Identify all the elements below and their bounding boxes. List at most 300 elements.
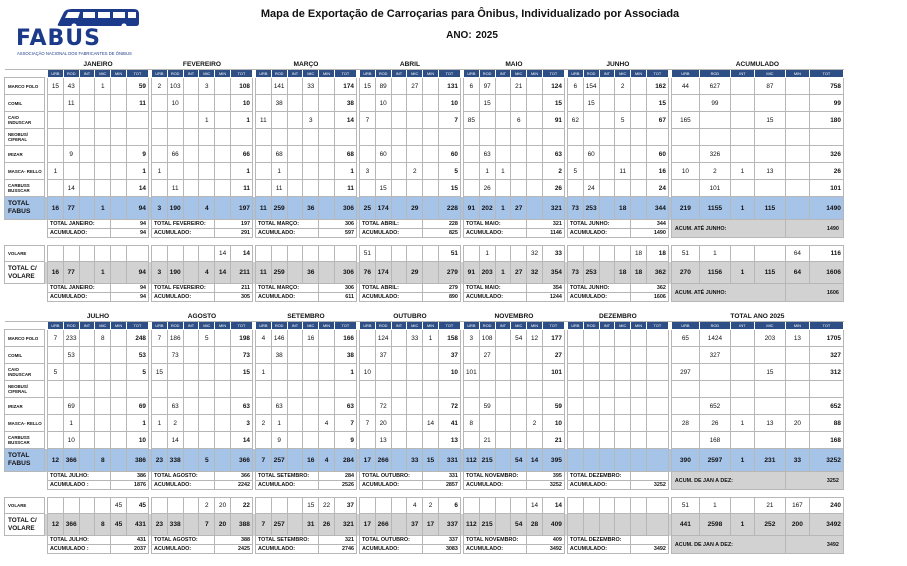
- fabus-min-cell: [319, 197, 335, 220]
- column-header-urb: URB: [671, 322, 699, 330]
- column-header-tot: TOT: [438, 70, 460, 78]
- company-min-cell: [631, 330, 647, 347]
- total-volare-min-cell: [319, 262, 335, 284]
- company-mic-cell: 2: [615, 78, 631, 95]
- company-mic-cell: 1: [95, 78, 111, 95]
- company-min-cell: [423, 347, 439, 364]
- month-total-label: TOTAL ABRIL:: [359, 220, 422, 229]
- company-urb-cell: [463, 146, 479, 163]
- column-header-tot: TOT: [542, 322, 564, 330]
- total-volare-mic-cell: 36: [303, 262, 319, 284]
- fabus-mic-cell: 115: [754, 197, 785, 220]
- company-mic-cell: 15: [754, 112, 785, 129]
- company-urb-cell: [359, 398, 375, 415]
- empty-label: [5, 220, 45, 229]
- volare-mic-cell: 2: [199, 498, 215, 514]
- volare-int-cell: [391, 246, 407, 262]
- total-volare-min-cell: 14: [215, 262, 231, 284]
- company-tot-cell: 60: [438, 146, 460, 163]
- column-gap: [668, 229, 671, 238]
- company-min-cell: [631, 112, 647, 129]
- company-min-cell: [215, 112, 231, 129]
- company-urb-cell: 7: [48, 330, 64, 347]
- company-tot-cell: [646, 381, 668, 398]
- fabus-tot-cell: 366: [230, 449, 252, 472]
- company-tot-cell: [646, 432, 668, 449]
- company-rod-cell: 124: [375, 330, 391, 347]
- company-int-cell: [79, 381, 95, 398]
- total-volare-int-cell: [287, 514, 303, 536]
- company-rod-cell: [375, 163, 391, 180]
- company-int-cell: [287, 398, 303, 415]
- column-header-min: MIN: [785, 70, 809, 78]
- total-volare-mic-cell: 18: [615, 262, 631, 284]
- total-volare-min-cell: 20: [215, 514, 231, 536]
- company-rod-cell: [167, 129, 183, 146]
- column-header-mic: MIC: [303, 322, 319, 330]
- second-half-section: [4, 312, 904, 554]
- column-header-tot: TOT: [438, 322, 460, 330]
- company-int-cell: [287, 180, 303, 197]
- company-mic-cell: [407, 415, 423, 432]
- total-volare-tot-cell: 409: [542, 514, 564, 536]
- company-rod-cell: [479, 381, 495, 398]
- accumulated-label: ACUMULADO:: [151, 293, 214, 302]
- fabus-int-cell: 1: [730, 449, 754, 472]
- company-min-cell: [631, 180, 647, 197]
- volare-min-cell: 2: [423, 498, 439, 514]
- company-urb-cell: [359, 129, 375, 146]
- empty-label: [5, 481, 45, 490]
- company-mic-cell: [615, 381, 631, 398]
- company-mic-cell: 11: [615, 163, 631, 180]
- company-int-cell: [391, 415, 407, 432]
- month-total-value: 211: [215, 284, 253, 293]
- company-mic-cell: [303, 180, 319, 197]
- company-tot-cell: [542, 129, 564, 146]
- fabus-tot-cell: 3252: [809, 449, 843, 472]
- company-min-cell: [423, 163, 439, 180]
- company-rod-cell: [583, 398, 599, 415]
- company-rod-cell: 1: [63, 415, 79, 432]
- total-volare-min-cell: 200: [785, 514, 809, 536]
- company-rod-cell: 2: [167, 415, 183, 432]
- month-total-label: TOTAL SETEMBRO:: [255, 472, 318, 481]
- company-min-cell: [631, 381, 647, 398]
- total-volare-tot-cell: 211: [230, 262, 252, 284]
- fabus-tot-cell: 306: [334, 197, 356, 220]
- company-tot-cell: 9: [126, 146, 148, 163]
- company-urb-cell: [48, 432, 64, 449]
- company-mic-cell: [95, 180, 111, 197]
- company-int-cell: [183, 432, 199, 449]
- company-min-cell: [785, 432, 809, 449]
- company-min-cell: [785, 95, 809, 112]
- company-tot-cell: 9: [334, 432, 356, 449]
- fabus-rod-cell: 266: [375, 449, 391, 472]
- fabus-int-cell: [287, 449, 303, 472]
- company-min-cell: [319, 112, 335, 129]
- company-mic-cell: [511, 163, 527, 180]
- half1-table: [4, 60, 844, 302]
- company-int-cell: [391, 95, 407, 112]
- company-min-cell: [423, 432, 439, 449]
- fabus-min-cell: 33: [785, 449, 809, 472]
- fabus-int-cell: 1: [495, 197, 511, 220]
- company-int-cell: [730, 146, 754, 163]
- company-urb-cell: [255, 432, 271, 449]
- total-volare-int-cell: [79, 514, 95, 536]
- company-mic-cell: [95, 112, 111, 129]
- company-min-cell: [527, 163, 543, 180]
- company-int-cell: [391, 163, 407, 180]
- month-total-value: 366: [215, 472, 253, 481]
- company-int-cell: [79, 163, 95, 180]
- company-min-cell: [785, 146, 809, 163]
- accumulated-label: ACUMULADO:: [359, 481, 422, 490]
- total-volare-mic-cell: 27: [511, 262, 527, 284]
- volare-mic-cell: [511, 246, 527, 262]
- company-rod-cell: 60: [375, 146, 391, 163]
- company-int-cell: [495, 112, 511, 129]
- company-rod-cell: 141: [271, 78, 287, 95]
- company-tot-cell: 1: [126, 415, 148, 432]
- company-min-cell: [319, 163, 335, 180]
- month-total-value: [631, 472, 669, 481]
- fabus-tot-cell: [646, 449, 668, 472]
- company-rod-cell: 9: [271, 432, 287, 449]
- month-name-3: ABRIL: [359, 60, 460, 70]
- total-volare-min-cell: [111, 262, 127, 284]
- accumulated-label: ACUMULADO:: [463, 545, 526, 554]
- company-mic-cell: [303, 146, 319, 163]
- volare-int-cell: [495, 498, 511, 514]
- company-urb-cell: [671, 146, 699, 163]
- fabus-tot-cell: 344: [646, 197, 668, 220]
- accumulated-summary-value: 1606: [785, 284, 843, 302]
- company-rod-cell: 13: [375, 432, 391, 449]
- company-int-cell: [730, 432, 754, 449]
- corner-cell: [5, 70, 45, 78]
- company-int-cell: [79, 415, 95, 432]
- company-min-cell: [423, 95, 439, 112]
- company-urb-cell: [567, 415, 583, 432]
- company-min-cell: [423, 381, 439, 398]
- fabus-int-cell: [599, 197, 615, 220]
- month-total-label: TOTAL DEZEMBRO:: [567, 472, 630, 481]
- fabus-rod-cell: 1155: [699, 197, 730, 220]
- company-min-cell: [215, 78, 231, 95]
- company-tot-cell: 63: [542, 146, 564, 163]
- company-rod-cell: 627: [699, 78, 730, 95]
- company-mic-cell: [615, 95, 631, 112]
- company-min-cell: [215, 180, 231, 197]
- column-header-rod: ROD: [699, 322, 730, 330]
- volare-min-cell: 14: [215, 246, 231, 262]
- company-int-cell: [79, 95, 95, 112]
- column-header-mic: MIC: [407, 70, 423, 78]
- volare-mic-cell: [303, 246, 319, 262]
- company-mic-cell: [95, 163, 111, 180]
- fabus-tot-cell: 1490: [809, 197, 843, 220]
- accumulated-value: 3252: [631, 481, 669, 490]
- company-mic-cell: [407, 129, 423, 146]
- company-int-cell: [391, 129, 407, 146]
- total-volare-mic-cell: 31: [303, 514, 319, 536]
- volare-int-cell: [287, 246, 303, 262]
- month-name-3: OUTUBRO: [359, 312, 460, 322]
- company-mic-cell: 87: [754, 78, 785, 95]
- company-mic-cell: 6: [511, 112, 527, 129]
- volare-tot-cell: [646, 498, 668, 514]
- company-tot-cell: 14: [230, 432, 252, 449]
- volare-int-cell: [79, 498, 95, 514]
- company-rod-cell: [167, 381, 183, 398]
- company-rod-cell: [479, 112, 495, 129]
- page-title: Mapa de Exportação de Carroçarias para Ônibus, Individualizado por Associada: [260, 8, 680, 20]
- company-tot-cell: 198: [230, 330, 252, 347]
- volare-tot-cell: [126, 246, 148, 262]
- company-tot-cell: 177: [542, 330, 564, 347]
- company-int-cell: [79, 330, 95, 347]
- company-rod-cell: [583, 347, 599, 364]
- company-tot-cell: 1: [334, 364, 356, 381]
- volare-rod-cell: 1: [699, 498, 730, 514]
- total-volare-mic-cell: 115: [754, 262, 785, 284]
- accumulated-label: ACUMULADO:: [567, 293, 630, 302]
- company-mic-cell: [303, 415, 319, 432]
- month-total-value: 344: [631, 220, 669, 229]
- month-total-label: TOTAL OUTUBRO:: [359, 472, 422, 481]
- company-rod-cell: 38: [271, 347, 287, 364]
- company-rod-cell: [167, 163, 183, 180]
- total-volare-min-cell: 64: [785, 262, 809, 284]
- total-volare-mic-cell: [615, 514, 631, 536]
- company-int-cell: [391, 398, 407, 415]
- company-rod-cell: [375, 129, 391, 146]
- accumulated-value: 1490: [631, 229, 669, 238]
- accumulated-value: 2526: [319, 481, 357, 490]
- company-label: COMIL: [5, 95, 45, 112]
- volare-tot-cell: 51: [438, 246, 460, 262]
- column-header-rod: ROD: [583, 70, 599, 78]
- company-tot-cell: 158: [438, 330, 460, 347]
- month-header-row: [5, 60, 844, 70]
- fabus-tot-cell: 228: [438, 197, 460, 220]
- company-row: [5, 398, 844, 415]
- total-volare-rod-cell: 1156: [699, 262, 730, 284]
- company-rod-cell: 14: [63, 180, 79, 197]
- month-total-label: TOTAL FEVEREIRO:: [151, 220, 214, 229]
- company-mic-cell: [199, 180, 215, 197]
- company-tot-cell: 174: [334, 78, 356, 95]
- company-min-cell: [785, 163, 809, 180]
- company-int-cell: [183, 146, 199, 163]
- company-urb-cell: 7: [151, 330, 167, 347]
- company-rod-cell: [375, 364, 391, 381]
- total-volare-row: [5, 514, 844, 536]
- column-header-int: INT: [287, 322, 303, 330]
- month-name-5: DEZEMBRO: [567, 312, 668, 322]
- company-min-cell: [631, 415, 647, 432]
- company-mic-cell: 8: [95, 330, 111, 347]
- company-min-cell: [319, 180, 335, 197]
- volare-int-cell: [183, 246, 199, 262]
- company-int-cell: [599, 112, 615, 129]
- company-rod-cell: 97: [479, 78, 495, 95]
- accumulated-label: ACUMULADO:: [151, 545, 214, 554]
- volare-min-cell: [423, 246, 439, 262]
- company-min-cell: [111, 146, 127, 163]
- company-urb-cell: 62: [567, 112, 583, 129]
- company-rod-cell: 63: [271, 398, 287, 415]
- volare-min-cell: 18: [631, 246, 647, 262]
- company-min-cell: [785, 129, 809, 146]
- total-volare-mic-cell: 37: [407, 514, 423, 536]
- volare-min-cell: 22: [319, 498, 335, 514]
- accumulated-label: ACUMULADO :: [48, 481, 111, 490]
- volare-urb-cell: [463, 498, 479, 514]
- volare-tot-cell: 18: [646, 246, 668, 262]
- company-rod-cell: 15: [375, 180, 391, 197]
- company-mic-cell: [511, 146, 527, 163]
- company-urb-cell: [151, 112, 167, 129]
- company-mic-cell: [407, 112, 423, 129]
- month-total-value: 306: [319, 220, 357, 229]
- company-mic-cell: [95, 95, 111, 112]
- volare-mic-cell: 21: [754, 498, 785, 514]
- company-int-cell: [495, 78, 511, 95]
- company-rod-cell: 89: [375, 78, 391, 95]
- company-label: IRIZAR: [5, 146, 45, 163]
- company-rod-cell: [479, 129, 495, 146]
- fabus-tot-cell: 331: [438, 449, 460, 472]
- month-total-label: TOTAL NOVEMBRO:: [463, 472, 526, 481]
- company-tot-cell: 68: [334, 146, 356, 163]
- column-header-mic: MIC: [95, 322, 111, 330]
- company-tot-cell: 66: [230, 146, 252, 163]
- column-header-min: MIN: [319, 322, 335, 330]
- month-total-label: TOTAL OUTUBRO:: [359, 536, 422, 545]
- company-row: [5, 95, 844, 112]
- company-min-cell: [111, 381, 127, 398]
- spacer-row: [5, 238, 844, 246]
- company-min-cell: [631, 347, 647, 364]
- column-header-min: MIN: [215, 70, 231, 78]
- company-int-cell: [287, 381, 303, 398]
- column-header-mic: MIC: [199, 322, 215, 330]
- fabus-urb-cell: 12: [48, 449, 64, 472]
- company-int-cell: [391, 146, 407, 163]
- company-tot-cell: [230, 381, 252, 398]
- company-tot-cell: 11: [230, 180, 252, 197]
- company-mic-cell: 27: [407, 78, 423, 95]
- empty-label: [5, 229, 45, 238]
- company-mic-cell: 5: [199, 330, 215, 347]
- company-label: MARCO POLO: [5, 78, 45, 95]
- column-header-int: INT: [599, 322, 615, 330]
- company-min-cell: [423, 398, 439, 415]
- volare-mic-cell: [199, 246, 215, 262]
- fabus-min-cell: [631, 197, 647, 220]
- company-urb-cell: [463, 95, 479, 112]
- total-volare-urb-cell: 441: [671, 514, 699, 536]
- company-mic-cell: 33: [303, 78, 319, 95]
- volare-int-cell: [79, 246, 95, 262]
- company-urb-cell: 6: [567, 78, 583, 95]
- fabus-rod-cell: 215: [479, 449, 495, 472]
- company-min-cell: [319, 347, 335, 364]
- company-min-cell: [319, 381, 335, 398]
- company-mic-cell: [511, 381, 527, 398]
- fabus-rod-cell: 253: [583, 197, 599, 220]
- total-volare-int-cell: [287, 262, 303, 284]
- company-tot-cell: 24: [646, 180, 668, 197]
- company-int-cell: [495, 381, 511, 398]
- company-int-cell: [599, 364, 615, 381]
- fabus-rod-cell: 259: [271, 197, 287, 220]
- column-header-mic: MIC: [615, 70, 631, 78]
- accumulated-value: 2425: [215, 545, 253, 554]
- company-rod-cell: 27: [479, 347, 495, 364]
- volare-min-cell: 45: [111, 498, 127, 514]
- company-mic-cell: 1: [199, 112, 215, 129]
- accumulated-value: 3492: [631, 545, 669, 554]
- column-header-min: MIN: [423, 70, 439, 78]
- accumulated-label: ACUMULADO:: [567, 481, 630, 490]
- accumulated-label: ACUMULADO:: [255, 293, 318, 302]
- company-tot-cell: 26: [542, 180, 564, 197]
- company-min-cell: [215, 364, 231, 381]
- corner-cell: [5, 60, 45, 70]
- company-urb-cell: [567, 432, 583, 449]
- total-volare-rod-cell: 174: [375, 262, 391, 284]
- company-mic-cell: [303, 163, 319, 180]
- company-row: [5, 78, 844, 95]
- company-rod-cell: 38: [271, 95, 287, 112]
- company-min-cell: [319, 364, 335, 381]
- company-mic-cell: [754, 432, 785, 449]
- company-min-cell: [111, 95, 127, 112]
- volare-int-cell: [599, 498, 615, 514]
- spacer-row: [5, 490, 844, 498]
- volare-rod-cell: [167, 246, 183, 262]
- company-rod-cell: 73: [167, 347, 183, 364]
- company-tot-cell: 10: [126, 432, 148, 449]
- company-urb-cell: [567, 347, 583, 364]
- company-mic-cell: [615, 129, 631, 146]
- company-urb-cell: [359, 180, 375, 197]
- company-mic-cell: [95, 364, 111, 381]
- volare-tot-cell: 22: [230, 498, 252, 514]
- month-total-label: TOTAL JULHO:: [48, 536, 111, 545]
- total-volare-rod-cell: 253: [583, 262, 599, 284]
- company-tot-cell: 131: [438, 78, 460, 95]
- company-mic-cell: [407, 432, 423, 449]
- company-tot-cell: 73: [230, 347, 252, 364]
- company-min-cell: [215, 432, 231, 449]
- company-int-cell: [495, 415, 511, 432]
- half2-table: [4, 312, 844, 554]
- company-tot-cell: 14: [126, 180, 148, 197]
- empty-label: [5, 536, 45, 545]
- company-tot-cell: 101: [542, 364, 564, 381]
- volare-mic-cell: [615, 246, 631, 262]
- company-int-cell: [183, 330, 199, 347]
- accumulated-value: 2746: [319, 545, 357, 554]
- fabus-min-cell: [423, 197, 439, 220]
- fabus-rod-cell: 174: [375, 197, 391, 220]
